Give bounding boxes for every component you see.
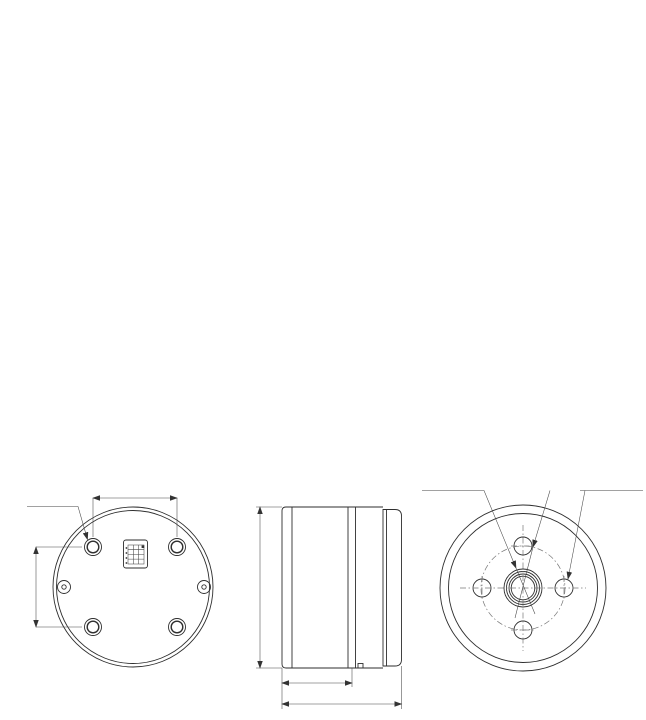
section-header-installation-drawing [0,418,646,449]
section-header-motor-curve [0,5,646,36]
drawing-front-view [0,475,230,720]
drawing-side-view [230,475,420,720]
connector-grid [124,540,148,568]
chart-area [0,100,646,400]
motor-body-outline [282,507,402,668]
housing-inner-circle [57,511,210,664]
side-holes [58,581,211,594]
housing-outer-circle [53,507,213,667]
xy-plot-chart [0,100,646,400]
mounting-holes [85,539,186,636]
centerlines [460,525,586,651]
drawing-rear-view [420,475,646,720]
chart-legend [0,68,646,88]
dimension-lines [256,507,402,709]
